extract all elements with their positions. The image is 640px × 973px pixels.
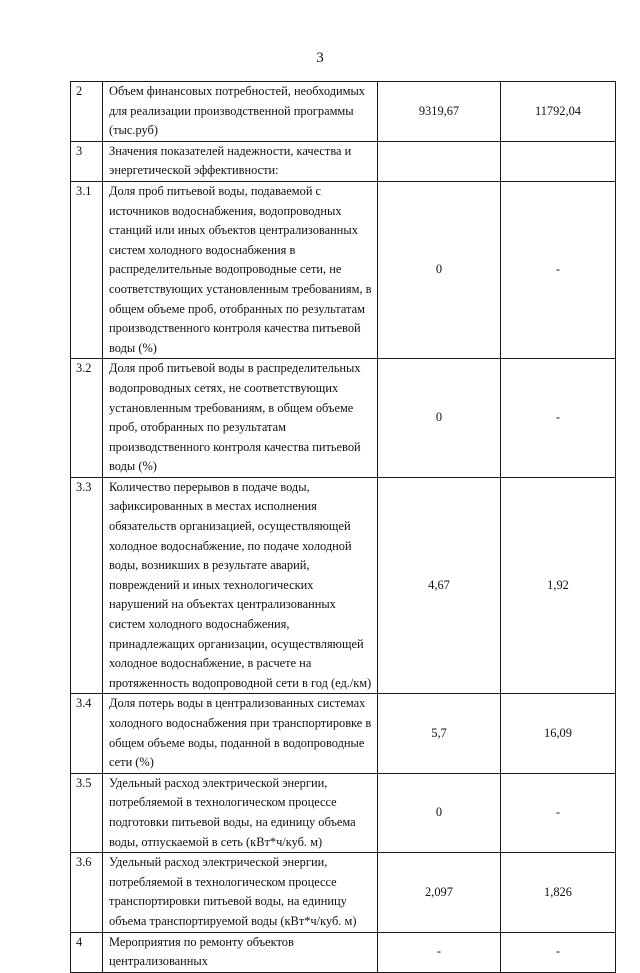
row-value-2: - — [501, 932, 616, 972]
table-row — [71, 181, 616, 358]
page-number: 3 — [316, 50, 324, 66]
row-value-2: 11792,04 — [501, 82, 616, 142]
row-value-2: - — [501, 181, 616, 358]
row-description: Объем финансовых потребностей, необходимых для реализации производственной программы (тыс.руб) — [103, 82, 378, 142]
row-value-2: 1,826 — [501, 853, 616, 932]
row-value-1: 5,7 — [378, 694, 501, 773]
row-number: 3.4 — [71, 694, 103, 773]
row-value-1: 0 — [378, 773, 501, 852]
row-number: 3 — [71, 141, 103, 181]
table-row — [71, 932, 616, 972]
indicators-table — [70, 81, 616, 973]
row-number: 4 — [71, 932, 103, 972]
table-row — [71, 82, 616, 142]
row-value-1 — [378, 141, 501, 181]
row-description: Доля проб питьевой воды в распределительных водопроводных сетях, не соответствующих установленным требованиям, в общем объеме проб, отобранных по результатам производственного контроля качества питьевой воды (%) — [103, 359, 378, 478]
row-value-1: 4,67 — [378, 477, 501, 694]
table-row — [71, 853, 616, 932]
table-row — [71, 694, 616, 773]
table-row — [71, 141, 616, 181]
row-value-1: 2,097 — [378, 853, 501, 932]
row-description: Мероприятия по ремонту объектов централизованных — [103, 932, 378, 972]
row-description: Доля потерь воды в централизованных системах холодного водоснабжения при транспортировке в общем объеме воды, поданной в водопроводные сети (%) — [103, 694, 378, 773]
row-value-2 — [501, 141, 616, 181]
row-description: Значения показателей надежности, качества и энергетической эффективности: — [103, 141, 378, 181]
row-value-2: 1,92 — [501, 477, 616, 694]
row-value-2: - — [501, 773, 616, 852]
row-description: Удельный расход электрической энергии, потребляемой в технологическом процессе подготовки питьевой воды, на единицу объема воды, отпускаемой в сеть (кВт*ч/куб. м) — [103, 773, 378, 852]
row-number: 3.5 — [71, 773, 103, 852]
row-description: Доля проб питьевой воды, подаваемой с источников водоснабжения, водопроводных станций или иных объектов централизованных систем холодного водоснабжения в распределительные водопроводные сети, не соответствующих установленным требованиям, в общем объеме проб, отобранных по результатам производственного контроля качества питьевой воды (%) — [103, 181, 378, 358]
row-number: 3.1 — [71, 181, 103, 358]
row-value-1: - — [378, 932, 501, 972]
row-number: 2 — [71, 82, 103, 142]
row-number: 3.3 — [71, 477, 103, 694]
row-value-1: 9319,67 — [378, 82, 501, 142]
row-value-1: 0 — [378, 181, 501, 358]
row-number: 3.2 — [71, 359, 103, 478]
row-description: Количество перерывов в подаче воды, зафиксированных в местах исполнения обязательств организацией, осуществляющей холодное водоснабжение, по подаче холодной воды, возникших в результате аварий, повреждений и иных технологических нарушений на объектах централизованных систем холодного водоснабжения, принадлежащих организации, осуществляющей холодное водоснабжение, в расчете на протяженность водопроводной сети в год (ед./км) — [103, 477, 378, 694]
row-number: 3.6 — [71, 853, 103, 932]
row-description: Удельный расход электрической энергии, потребляемой в технологическом процессе транспортировки питьевой воды, на единицу объема транспортируемой воды (кВт*ч/куб. м) — [103, 853, 378, 932]
row-value-2: - — [501, 359, 616, 478]
table-row — [71, 477, 616, 694]
row-value-2: 16,09 — [501, 694, 616, 773]
table-row — [71, 359, 616, 478]
row-value-1: 0 — [378, 359, 501, 478]
table-row — [71, 773, 616, 852]
